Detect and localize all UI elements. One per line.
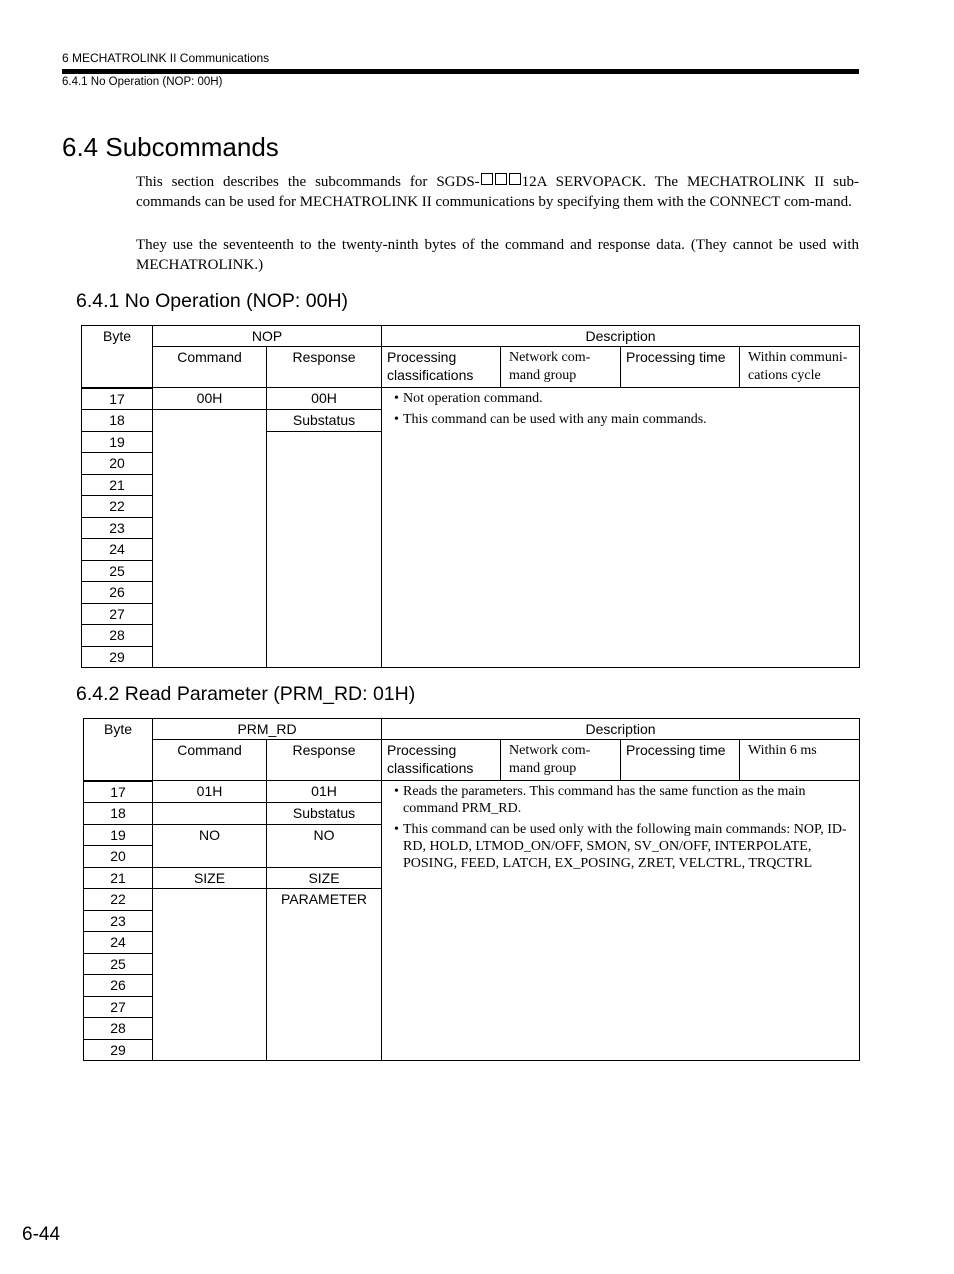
command-cell: SIZE [153,867,267,889]
processing-time-label: Processing time [621,347,740,388]
response-cell: 01H [267,781,382,803]
group-header: NOP [153,326,382,347]
byte-cell: 29 [82,646,153,668]
byte-cell: 23 [82,517,153,539]
byte-cell: 17 [82,388,153,410]
processing-class-value: Network com-mand group [501,347,621,388]
command-cell: 00H [153,388,267,410]
running-header-section: 6.4.1 No Operation (NOP: 00H) [62,76,223,88]
response-header: Response [267,740,382,781]
response-cell: PARAMETER [267,889,382,1061]
nop-table [81,325,860,668]
byte-cell: 24 [82,539,153,561]
description-cell [382,388,860,668]
byte-cell: 26 [82,582,153,604]
byte-cell: 25 [82,560,153,582]
response-cell: Substatus [267,803,382,825]
processing-time-value: Within communi-cations cycle [740,347,860,388]
byte-header: Byte [82,326,153,388]
command-header: Command [153,740,267,781]
response-cell-empty [267,431,382,668]
byte-cell: 21 [84,867,153,889]
byte-cell: 25 [84,953,153,975]
processing-class-value: Network com-mand group [501,740,621,781]
byte-cell: 22 [82,496,153,518]
command-cell-empty [153,889,267,1061]
intro-p1-start: This section describes the subcommands for SGDS- [136,174,480,190]
byte-cell: 27 [84,996,153,1018]
intro-paragraph-2 [136,236,859,275]
byte-cell: 20 [84,846,153,868]
byte-cell: 28 [82,625,153,647]
description-item: • Reads the parameters. This command has the same function as the main command PRM_RD. [394,783,851,817]
processing-class-label: Processing classifications [382,740,501,781]
placeholder-box-icon [509,173,521,185]
description-item: • Not operation command. [394,390,851,407]
description-header: Description [382,719,860,740]
byte-header: Byte [84,719,153,781]
byte-cell: 26 [84,975,153,997]
command-cell-empty [153,410,267,668]
placeholder-box-icon [495,173,507,185]
command-cell-empty [153,803,267,825]
processing-time-label: Processing time [621,740,740,781]
running-header-chapter: 6 MECHATROLINK II Communications [62,51,270,65]
description-header: Description [382,326,860,347]
byte-cell: 23 [84,910,153,932]
header-rule [62,69,859,74]
byte-cell: 21 [82,474,153,496]
byte-cell: 28 [84,1018,153,1040]
page-title: 6.4 Subcommands [62,132,279,162]
command-cell: NO [153,824,267,867]
byte-cell: 17 [84,781,153,803]
byte-cell: 20 [82,453,153,475]
response-cell: Substatus [267,410,382,432]
prm-rd-table [83,718,860,1061]
section-heading-nop: 6.4.1 No Operation (NOP: 00H) [76,290,349,312]
description-item: • This command can be used with any main commands. [394,411,851,428]
byte-cell: 18 [82,410,153,432]
placeholder-box-icon [481,173,493,185]
intro-p1-end: 12A SERVOPACK. The MECHATROLINK II sub-commands can be used for MECHATROLINK II communications by specifying them with the CONNECT com-mand. [136,174,859,210]
response-cell: NO [267,824,382,867]
byte-cell: 19 [84,824,153,846]
section-heading-prm-rd: 6.4.2 Read Parameter (PRM_RD: 01H) [76,683,416,705]
description-cell [382,781,860,1061]
response-cell: SIZE [267,867,382,889]
description-item: • This command can be used only with the following main commands: NOP, ID-RD, HOLD, LTMOD_ON/OFF, SMON, SV_ON/OFF, INTERPOLATE, POSING, FEED, LATCH, EX_POSING, ZRET, VELCTRL, TRQCTRL [394,821,851,872]
byte-cell: 29 [84,1039,153,1061]
byte-cell: 19 [82,431,153,453]
command-cell: 01H [153,781,267,803]
command-header: Command [153,347,267,388]
intro-p2-text: They use the seventeenth to the twenty-ninth bytes of the command and response data. (They cannot be used with MECHATROLINK.) [136,237,859,273]
group-header: PRM_RD [153,719,382,740]
byte-cell: 18 [84,803,153,825]
processing-time-value: Within 6 ms [740,740,860,781]
intro-paragraph-1 [136,173,859,212]
byte-cell: 24 [84,932,153,954]
byte-cell: 22 [84,889,153,911]
byte-cell: 27 [82,603,153,625]
response-header: Response [267,347,382,388]
page-number: 6-44 [22,1224,61,1245]
processing-class-label: Processing classifications [382,347,501,388]
response-cell: 00H [267,388,382,410]
